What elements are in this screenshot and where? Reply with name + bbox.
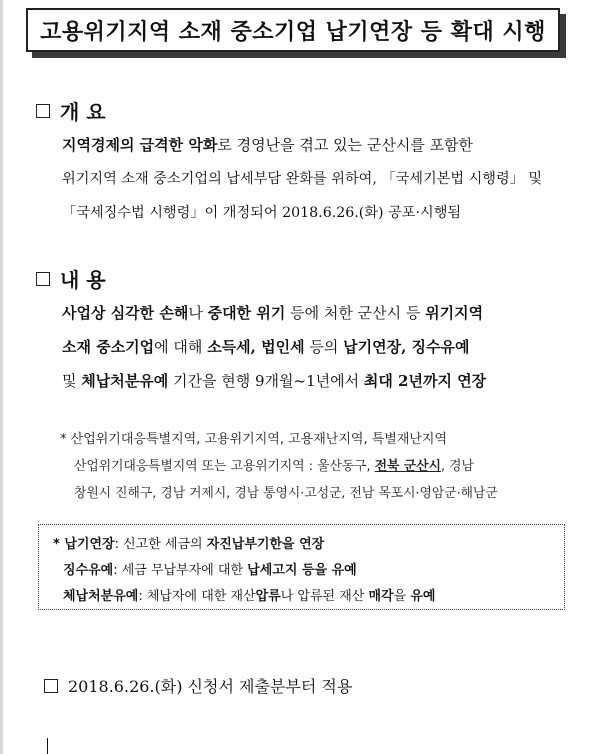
title-box [26, 8, 560, 52]
content-line-2 [62, 336, 469, 357]
application-date-item [44, 674, 352, 697]
page-title: 고용위기지역 소재 중소기업 납기연장 등 확대 시행 [40, 19, 546, 45]
note-text-1: 산업위기대응특별지역 또는 고용위기지역 : 울산동구, [74, 459, 375, 474]
content-emph-3: 위기지역 [425, 304, 484, 322]
def-text-2: : 세금 무납부자에 대한 [113, 563, 248, 578]
def-emph-4: 매각 [368, 589, 394, 604]
content-emph-8: 최대 2년까지 연장 [363, 372, 487, 390]
def-term-1: * 납기연장 [53, 537, 115, 552]
definitions-box [38, 524, 565, 610]
def-text-1: : 신고한 세금의 [114, 537, 207, 552]
content-line-3 [62, 370, 486, 391]
content-text-1: 나 [188, 304, 208, 322]
note-line-2 [74, 455, 474, 474]
note-text-2: , 경남 [440, 459, 474, 474]
square-bullet-icon [44, 679, 58, 693]
overview-line-2: 위기지역 소재 중소기업의 납세부담 완화를 위하여, 「국세기본법 시행령」 및 [62, 171, 543, 187]
text-cursor [47, 738, 48, 754]
def-emph-5: 유예 [410, 589, 436, 604]
def-emph-2: 납세고지 등을 유예 [247, 563, 357, 578]
def-emph-3: 압류 [255, 589, 281, 604]
overview-line-1-rest: 로 경영난을 겪고 있는 군산시를 포함한 [217, 136, 474, 154]
def-term-3: 체납처분유예 [63, 589, 139, 604]
content-emph-4: 소재 중소기업 [62, 338, 155, 356]
square-bullet-icon [36, 104, 50, 118]
section-overview-heading [36, 96, 106, 125]
note-gunsan: 전북 군산시 [374, 459, 441, 474]
content-line-1 [62, 302, 483, 323]
note-line-3: 창원시 진해구, 경남 거제시, 경남 통영시·고성군, 전남 목포시·영암군·해남군 [74, 486, 498, 501]
content-emph-1: 사업상 심각한 손해 [62, 304, 189, 322]
section-content-heading [36, 264, 106, 293]
def-text-4: 나 압류된 재산 [280, 589, 369, 604]
content-emph-5: 소득세, 법인세 [207, 338, 305, 356]
overview-line-3: 「국세징수법 시행령」이 개정되어 2018.6.26.(화) 공포·시행됨 [62, 205, 462, 221]
overview-line-1 [62, 134, 473, 155]
def-line-1 [53, 533, 324, 552]
content-emph-6: 납기연장, 징수유예 [343, 338, 470, 356]
content-text-6: 기간을 현행 9개월~1년에서 [168, 372, 364, 390]
def-emph-1: 자진납부기한을 연장 [206, 537, 325, 552]
def-text-5: 을 [393, 589, 411, 604]
overview-heading-text: 개 요 [60, 100, 106, 124]
content-emph-7: 체납처분유예 [81, 372, 169, 390]
overview-emphasis: 지역경제의 급격한 악화 [62, 136, 218, 154]
content-text-5: 및 [62, 372, 82, 390]
application-date-text: 2018.6.26.(화) 신청서 제출분부터 적용 [68, 677, 353, 696]
def-term-2: 징수유예 [63, 563, 114, 578]
content-text-2: 등에 처한 군산시 등 [285, 304, 426, 322]
page-left-edge [0, 0, 3, 754]
content-emph-2: 중대한 위기 [207, 304, 286, 322]
content-heading-text: 내 용 [60, 268, 106, 292]
def-line-2 [63, 559, 357, 578]
content-text-4: 등의 [304, 338, 344, 356]
title-banner [26, 8, 566, 60]
content-text-3: 에 대해 [154, 338, 208, 356]
square-bullet-icon [36, 272, 50, 286]
def-line-3 [63, 585, 435, 604]
note-line-1: * 산업위기대응특별지역, 고용위기지역, 고용재난지역, 특별재난지역 [60, 432, 448, 447]
def-text-3: : 체납자에 대한 재산 [138, 589, 256, 604]
